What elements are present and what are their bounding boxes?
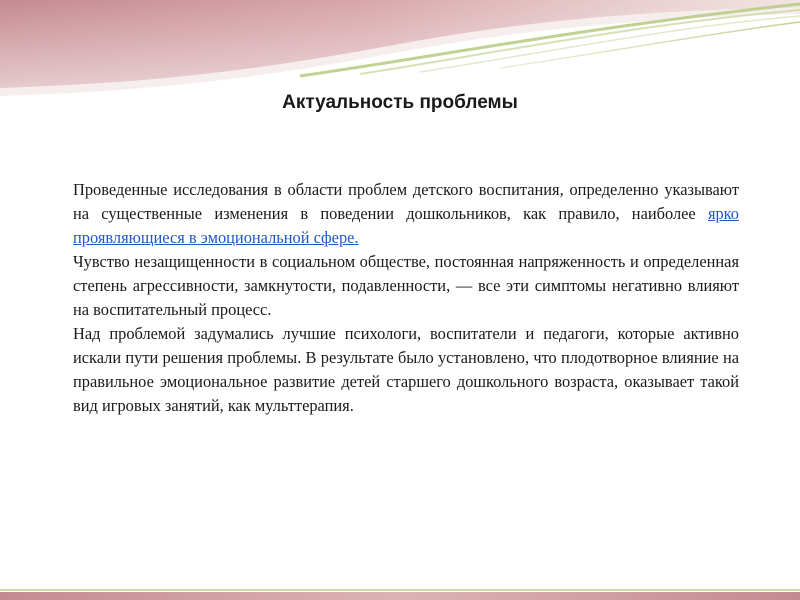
paragraph-3: Над проблемой задумались лучшие психологи, воспитатели и педагоги, которые активно искали пути решения проблемы. В результате было установлено, что плодотворное влияние на правильное эмоциональное развитие детей старшего дошкольного возраста, оказывает такой вид игровых занятий, как мульттерапия. — [73, 324, 739, 415]
slide-title: Актуальность проблемы — [282, 92, 518, 113]
body-text — [73, 178, 739, 418]
paragraph-1 — [73, 178, 739, 250]
paragraph-2: Чувство незащищенности в социальном обществе, постоянная напряженность и определенная степень агрессивности, замкнутости, подавленности, — все эти симптомы негативно влияют на воспитательный процесс. — [73, 252, 739, 319]
paragraph-1-text: Проведенные исследования в области проблем детского воспитания, определенно указывают на существенные изменения в поведении дошкольников, как правило, наиболее — [73, 180, 739, 223]
emotional-sphere-link[interactable]: ярко проявляющиеся в эмоциональной сфере. — [73, 204, 739, 247]
footer-decoration — [0, 586, 800, 600]
